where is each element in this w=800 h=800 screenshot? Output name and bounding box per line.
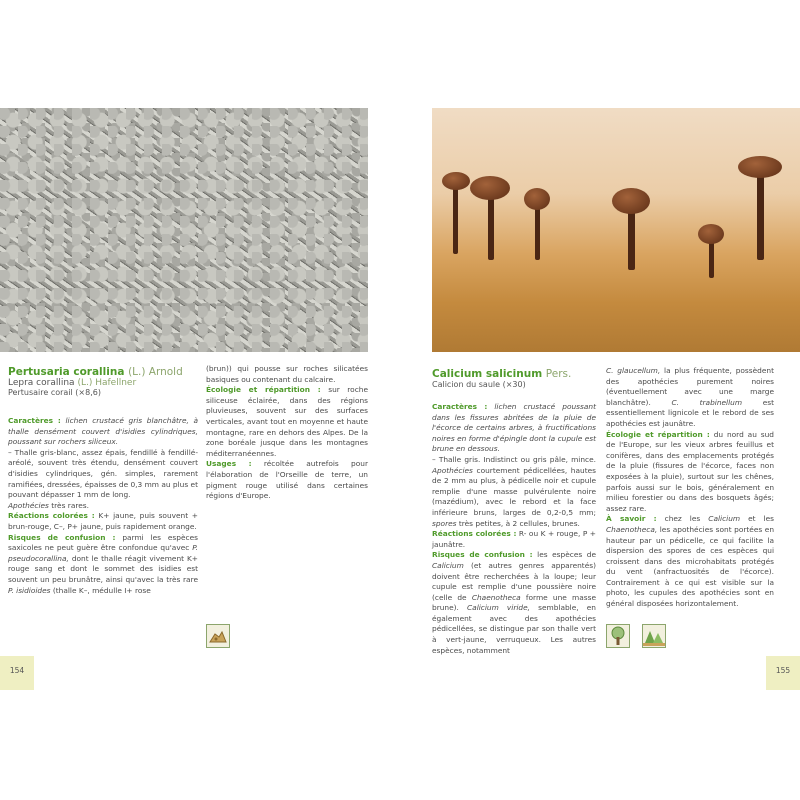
text-column-right-1: Caractères : lichen crustacé poussant dans les fissures abritées de la pluie de l'écorce de certains arbres, à fructifications noires en forme d'épingle dont la cupule est brune en dessous. – Thalle gris. Indistinct ou gris pâle, mince. Apothécies courtement pédicellées, hautes de 2 mm au plus, à pédicelle noir et cupule remplie d'une masse pulvérulente noire (mazédium), avec le rebord et la face inférieure bruns, larges de 0,2-0,5 mm; spores très petites, à 2 cellules, brunes. Réactions colorées : R- ou K + rouge, P + jaunâtre. Risques de confusion : les espèces de Calicium (et autres genres apparentés) doivent être recherchées à la loupe; leur cupule est remplie d'une poussière noire (celle de Chaenotheca forme une masse brune). Calicium viride, semblable, en également avec des apothécies pédicellées, se distingue par son thalle vert à vert-jaune, verruqueux. Les autres espèces, notamment <box>432 402 596 655</box>
species-header-right <box>432 368 612 389</box>
section-caracteres-label: Caractères : <box>432 402 488 411</box>
tree-bark-icon <box>606 624 630 648</box>
apothecium <box>468 174 512 274</box>
apothecium <box>610 186 654 276</box>
section-reactions-label: Réactions colorées : <box>432 529 517 539</box>
species-header-left <box>8 366 203 397</box>
species-name: Calicium salicinum <box>432 368 543 380</box>
section-ecologie-label: Écologie et répartition : <box>206 385 321 395</box>
text-column-right-2: C. glaucellum, la plus fréquente, possèdent des apothécies purement noires (éventuellement avec une marge blanchâtre). C. trabinellum est essentiellement lignicole et le rebord de ses apothécies est jaunâtre. Écologie et répartition : du nord au sud de l'Europe, sur les vieux arbres feuillus et conifères, dans des emplacements protégés de la pluie (fissures de l'écorce, faces non exposées à la pluie), surtout sur les chênes, parfois aussi sur le bois, généralement en milieu forestier ou dans des bosquets âgés; assez rare. À savoir : chez les Calicium et les Chaenotheca, les apothécies sont portées en hauteur par un pédicelle, ce qui facilite la dispersion des spores de ces espèces qui croissent dans des microhabitats protégés du vent (anfractuosités de l'écorce). Contrairement à ce qui est visible sur la photo, les cupules des apothécies sont en général disposées horizontalement. <box>606 366 774 609</box>
section-confusion-label: Risques de confusion : <box>8 532 116 542</box>
section-savoir-label: À savoir : <box>606 514 657 524</box>
text-column-left-2: (brun)) qui pousse sur roches silicatées basiques ou contenant du calcaire. Écologie et répartition : sur roche siliceuse éclairée, dans des régions pluvieuses, souvent sur des surfaces verticales, avant tout en moyenne et haute montagne, rare en dehors des Alpes. De la zone boréale jusque dans les montagnes méditerranéennes. Usages : récoltée autrefois pour l'élaboration de l'Orseille de terre, un pigment rouge utilisé dans certaines régions d'Europe. <box>206 364 368 501</box>
synonym-name: Lepra corallina <box>8 378 75 388</box>
page-number-left: 154 <box>0 656 34 690</box>
section-caracteres-label: Caractères : <box>8 416 61 425</box>
section-confusion-label: Risques de confusion : <box>432 550 533 560</box>
apothecium <box>522 186 554 266</box>
text-column-left-1: Caractères : lichen crustacé gris blanchâtre, à thalle densément couvert d'isidies cylindriques, poussant sur rochers siliceux. – Thalle gris-blanc, assez épais, fendillé à fendillé-aréolé, souvent très étendu, densément couvert d'isidies cylindriques, gén. simples, rarement ramifiées, dressées, épaisses de 0,3 mm au plus et pouvant dépasser 1 mm de long. Apothécies très rares. Réactions colorées : K+ jaune, puis souvent + brun-rouge, C–, P+ jaune, puis rapidement orange. Risques de confusion : parmi les espèces saxicoles ne peut guère être confondue qu'avec P. pseudocorallina, dont le thalle réagit vivement K+ rouge sang et dont le sommet des isidies est souvent un peu brunâtre, ainsi qu'avec la très rare P. isidioides (thalle K–, médulle I+ rose <box>8 416 198 595</box>
section-ecologie-label: Écologie et répartition : <box>606 429 710 439</box>
rock-substrate-icon <box>206 624 230 648</box>
species-authority: (L.) Arnold <box>128 366 183 378</box>
common-name: Pertusaire corail (×8,6) <box>8 388 101 397</box>
apothecium <box>696 222 728 282</box>
synonym-authority: (L.) Hafellner <box>77 378 137 388</box>
forest-icon <box>642 624 666 648</box>
common-name: Calicion du saule (×30) <box>432 380 526 389</box>
section-reactions-label: Réactions colorées : <box>8 511 95 521</box>
species-name: Pertusaria corallina <box>8 366 125 378</box>
species-authority: Pers. <box>545 368 572 380</box>
lichen-photo-calicium <box>432 108 800 352</box>
apothecium <box>736 154 784 264</box>
lichen-photo-pertusaria <box>0 108 368 352</box>
section-usages-label: Usages : <box>206 459 252 469</box>
page-number-right: 155 <box>766 656 800 690</box>
